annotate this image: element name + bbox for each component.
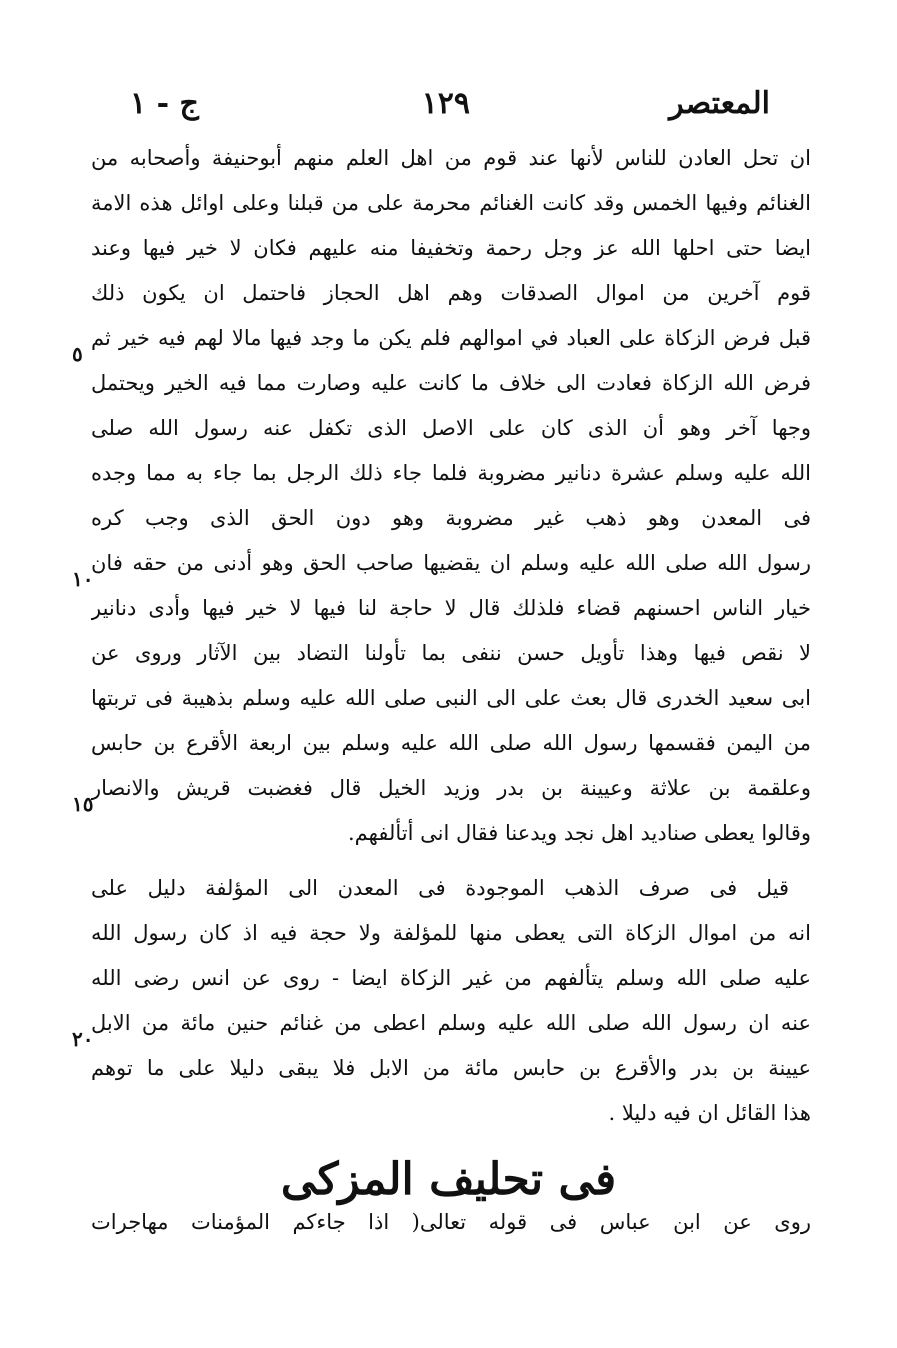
text-line: وجها آخر وهو أن الذى كان على الاصل الذى تكفل عنه رسول الله صلى bbox=[91, 416, 811, 440]
text-line: رسول الله صلى الله عليه وسلم ان يقضيها صاحب الحق وهو أدنى من حقه فان bbox=[91, 551, 811, 575]
text-line: وعلقمة بن علاثة وعيينة بن بدر وزيد الخيل قال فغضبت قريش والانصار bbox=[91, 776, 811, 800]
line-number-marker: ١٥ bbox=[72, 792, 94, 816]
text-line: الله عليه وسلم عشرة دنانير مضروبة فلما جاء ذلك الرجل بما جاء به مما وجده bbox=[91, 461, 811, 485]
text-line: قوم آخرين من اموال الصدقات وهم اهل الحجاز فاحتمل ان يكون ذلك bbox=[91, 281, 811, 305]
text-line: روى عن ابن عباس فى قوله تعالى( اذا جاءكم المؤمنات مهاجرات bbox=[91, 1210, 811, 1234]
section-heading: فى تحليف المزكى bbox=[280, 1154, 617, 1205]
text-line: الغنائم وفيها الخمس وقد كانت الغنائم محرمة على من قبلنا وعلى اوائل هذه الامة bbox=[91, 191, 811, 215]
text-line: من اليمن فقسمها رسول الله صلى الله عليه وسلم بين اربعة الأقرع بن حابس bbox=[91, 731, 811, 755]
text-line: وقالوا يعطى صناديد اهل نجد ويدعنا فقال انى أتألفهم. bbox=[348, 821, 811, 845]
line-number-marker: ٥ bbox=[72, 342, 83, 366]
line-number-marker: ٢٠ bbox=[72, 1027, 94, 1051]
text-line: عنه ان رسول الله صلى الله عليه وسلم اعطى من غنائم حنين مائة من الابل bbox=[91, 1011, 811, 1035]
text-line: قبل فرض الزكاة على العباد في اموالهم فلم يكن ما وجد فيها مالا لهم فيه خير ثم bbox=[91, 326, 811, 350]
text-line: عيينة بن بدر والأقرع بن حابس مائة من الابل فلا يبقى دليلا على ما توهم bbox=[91, 1056, 811, 1080]
volume-label: ج - ١ bbox=[130, 86, 199, 121]
text-line: ايضا حتى احلها الله عز وجل رحمة وتخفيفا منه عليهم فكان لا خير فيها وعند bbox=[91, 236, 811, 260]
text-line: هذا القائل ان فيه دليلا . bbox=[608, 1101, 811, 1125]
text-line: فرض الله الزكاة فعادت الى خلاف ما كانت عليه وصارت مما فيه الخير ويحتمل bbox=[91, 371, 811, 395]
text-line: ان تحل العادن للناس لأنها عند قوم من اهل العلم منهم أبوحنيفة وأصحابه من bbox=[91, 146, 811, 170]
text-line: فى المعدن وهو ذهب غير مضروبة وهو دون الحق الذى وجب كره bbox=[91, 506, 811, 530]
text-line: خيار الناس احسنهم قضاء فلذلك قال لا حاجة لنا فيها لا خير فيها وأدى دنانير bbox=[91, 596, 811, 620]
text-line: انه من اموال الزكاة التى يعطى منها للمؤلفة ولا حجة فيه اذ كان رسول الله bbox=[91, 921, 811, 945]
text-line: لا نقص فيها وهذا تأويل حسن ننفى بما تأولنا التضاد بين الآثار وروى عن bbox=[91, 641, 811, 665]
text-line: ابى سعيد الخدرى قال بعث على الى النبى صلى الله عليه وسلم بذهيبة فى تربتها bbox=[91, 686, 811, 710]
running-title: المعتصر bbox=[669, 86, 770, 121]
page-header bbox=[130, 84, 770, 128]
text-line: عليه صلى الله وسلم يتألفهم من غير الزكاة ايضا - روى عن انس رضى الله bbox=[91, 966, 811, 990]
line-number-marker: ١٠ bbox=[72, 567, 94, 591]
page-number: ١٢٩ bbox=[421, 86, 470, 121]
text-line: قيل فى صرف الذهب الموجودة فى المعدن الى المؤلفة دليل على bbox=[91, 876, 789, 900]
